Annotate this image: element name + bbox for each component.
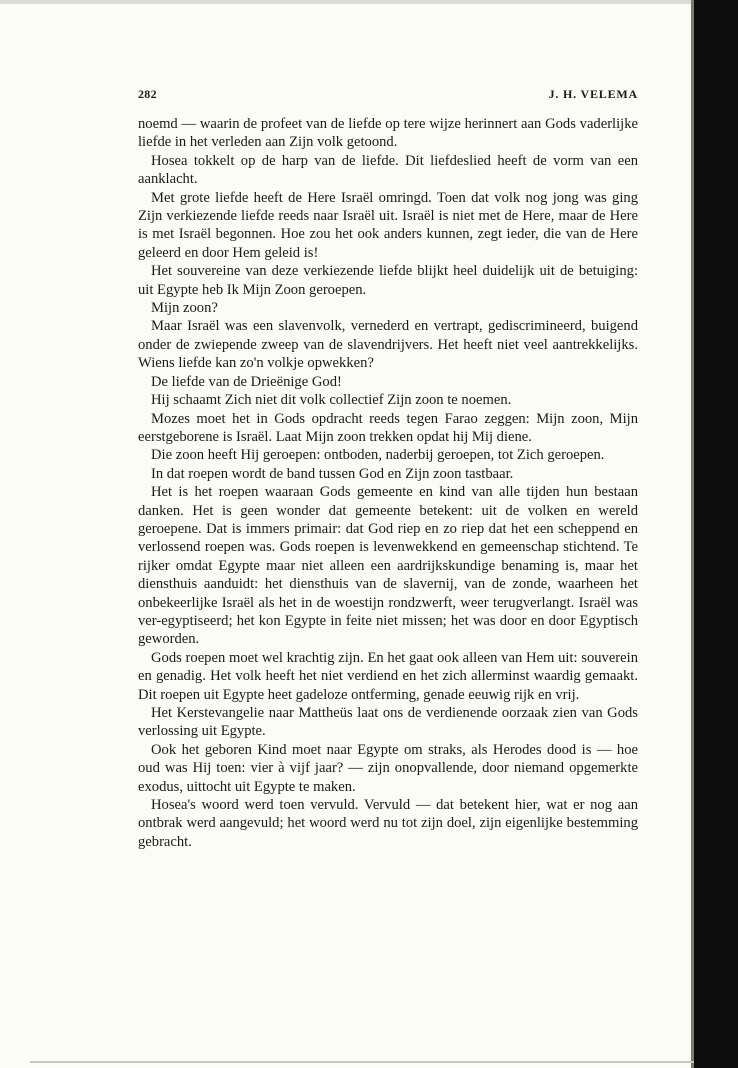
paragraph: Mijn zoon? xyxy=(151,300,218,317)
paragraph: Het Kerstevangelie naar Mattheüs laat ons de verdienende oorzaak zien van Gods verlossing uit Egypte. xyxy=(138,705,638,740)
page-bottom-edge xyxy=(30,1061,694,1063)
paragraph: De liefde van de Drieënige God! xyxy=(151,373,342,390)
running-head-author: J. H. VELEMA xyxy=(548,87,638,101)
page-number: 282 xyxy=(138,87,157,101)
paragraph: Hij schaamt Zich niet dit volk collectief Zijn zoon te noemen. xyxy=(151,392,512,409)
paragraph: Het souvereine van deze verkiezende liefde blijkt heel duidelijk uit de betuiging: uit Egypte heb Ik Mijn Zoon geroepen. xyxy=(138,263,638,298)
paragraph: noemd — waarin de profeet van de liefde op tere wijze herinnert aan Gods vaderlijke liefde in het verleden aan Zijn volk getoond. xyxy=(138,116,638,151)
page-top-edge xyxy=(0,0,738,4)
paragraph: Die zoon heeft Hij geroepen: ontboden, naderbij geroepen, tot Zich geroepen. xyxy=(151,447,605,464)
paragraph: Met grote liefde heeft de Here Israël omringd. Toen dat volk nog jong was ging Zijn verkiezende liefde reeds naar Israël uit. Israël is niet met de Here, maar de Here is met Israël begonnen. Hoe zou het ook anders kunnen, zegt ieder, die van de Here geleerd en door Hem geleid is! xyxy=(138,189,638,261)
scan-border xyxy=(694,0,738,1068)
paragraph: Hosea's woord werd toen vervuld. Vervuld — dat betekent hier, wat er nog aan ontbrak werd aangevuld; het woord werd nu tot zijn doel, zijn eigenlijke bestemming gebracht. xyxy=(138,797,638,850)
paragraph: In dat roepen wordt de band tussen God en Zijn zoon tastbaar. xyxy=(151,465,514,482)
paragraph: Maar Israël was een slavenvolk, vernederd en vertrapt, gediscrimineerd, buigend onder de zwiepende zweep van de slavendrijvers. Het heeft niet veel aantrekkelijks. Wiens liefde kan zo'n volkje opwekken? xyxy=(138,318,638,372)
paragraph: Het is het roepen waaraan Gods gemeente en kind van alle tijden hun bestaan danken. Het is geen wonder dat gemeente betekent: uit de volken en wereld geroepene. Dat is immers primair: dat God riep en zo riep dat het een scheppend en verlossend roepen was. Gods roepen is levenwekkend en gemeenschap stichtend. Te rijker omdat Egypte maar niet alleen een aardrijkskundige benaming is, maar het diensthuis aanduidt: het diensthuis van de slavernij, van de zonde, waarheen het onbekeerlijke Israël als het in de woestijn rondzwerft, weer terugverlangt. Israël was ver-egyptiseerd; het kon Egypte in feite niet missen; het was door en door Egyptisch geworden. xyxy=(138,484,638,648)
paragraph: Gods roepen moet wel krachtig zijn. En het gaat ook alleen van Hem uit: souverein en genadig. Het volk heeft het niet verdiend en het zich allerminst waardig gemaakt. Dit roepen uit Egypte heet gadeloze ontferming, genade eeuwig rijk en vrij. xyxy=(138,649,638,703)
body-text xyxy=(138,115,638,851)
paragraph: Ook het geboren Kind moet naar Egypte om straks, als Herodes dood is — hoe oud was Hij toen: vier à vijf jaar? — zijn onopvallende, door niemand opgemerkte exodus, uittocht uit Egypte te maken. xyxy=(138,741,638,795)
page-header xyxy=(138,87,638,103)
paragraph: Hosea tokkelt op de harp van de liefde. Dit liefdeslied heeft de vorm van een aanklacht. xyxy=(138,152,638,188)
paragraph: Mozes moet het in Gods opdracht reeds tegen Farao zeggen: Mijn zoon, Mijn eerstgeborene is Israël. Laat Mijn zoon trekken opdat hij Mij diene. xyxy=(138,410,638,445)
